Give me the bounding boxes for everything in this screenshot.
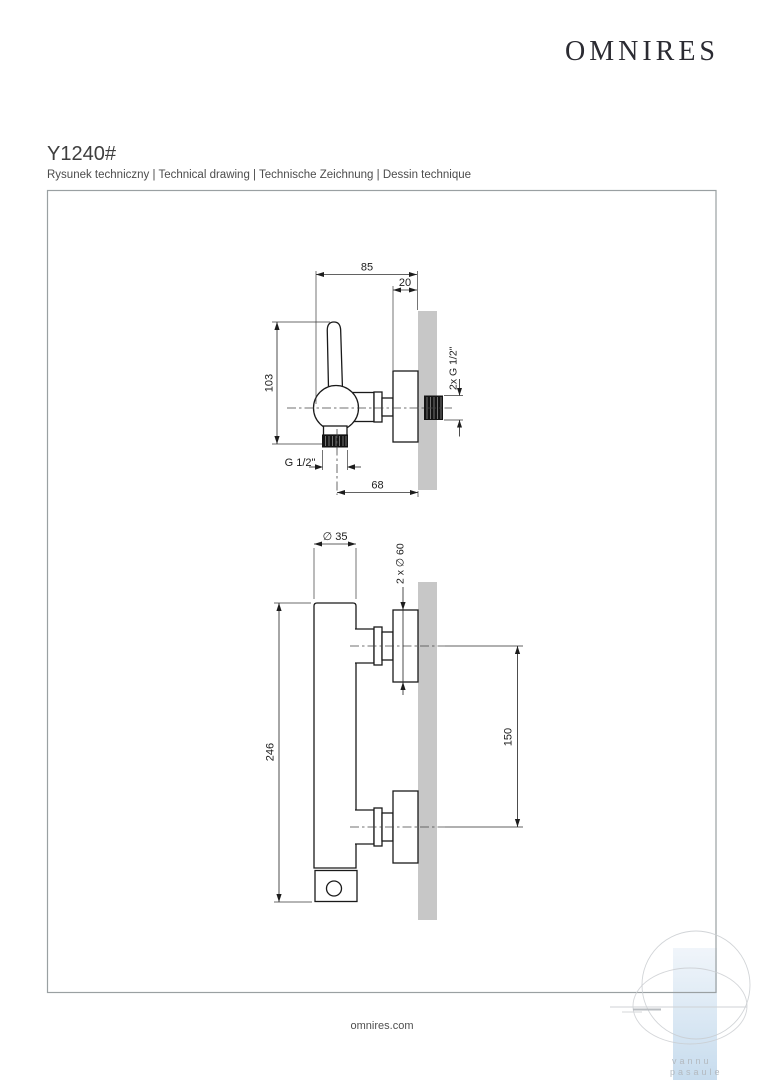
side-view-drawing — [264, 262, 464, 498]
dimension-150 — [503, 646, 521, 827]
watermark-text-line1: vannu — [672, 1056, 712, 1066]
dim-label-60: 2 x ∅ 60 — [394, 543, 407, 584]
mixer-column — [314, 603, 356, 868]
dim-label-68: 68 — [371, 479, 384, 492]
outlet-thread — [322, 426, 348, 448]
dim-label-85: 85 — [360, 261, 374, 274]
dimension-103 — [264, 322, 331, 444]
connector-nut — [374, 392, 382, 422]
hose-outlet — [315, 871, 357, 902]
dim-label-150: 150 — [502, 727, 515, 747]
dim-label-35: ∅ 35 — [322, 531, 348, 543]
watermark-text-line2: pasaule — [670, 1067, 723, 1077]
dimension-inlet-thread — [444, 346, 463, 436]
dimension-outlet-thread — [285, 450, 361, 470]
wall-section — [418, 582, 437, 920]
rosette — [393, 371, 418, 442]
dimension-35 — [314, 531, 356, 599]
drawing-subtitle: Rysunek techniczny | Technical drawing | Technische Zeichnung | Dessin technique — [47, 169, 472, 181]
lever-handle — [327, 322, 343, 392]
dim-label-outlet-thread: G 1/2" — [284, 457, 316, 469]
drawing-frame — [48, 191, 717, 993]
dim-label-103: 103 — [263, 373, 276, 393]
dim-label-inlet-thread: 2x G 1/2" — [447, 346, 460, 390]
connector-neck — [382, 398, 393, 416]
dim-label-20: 20 — [398, 277, 412, 289]
front-view-drawing — [265, 531, 524, 920]
product-code: Y1240# — [47, 143, 116, 165]
dimension-20 — [393, 277, 417, 370]
website-footer: omnires.com — [350, 1020, 414, 1032]
dim-label-246: 246 — [264, 742, 277, 762]
brand-logo: OMNIRES — [564, 36, 719, 67]
dimension-68 — [337, 480, 418, 498]
dimension-246 — [265, 603, 313, 902]
